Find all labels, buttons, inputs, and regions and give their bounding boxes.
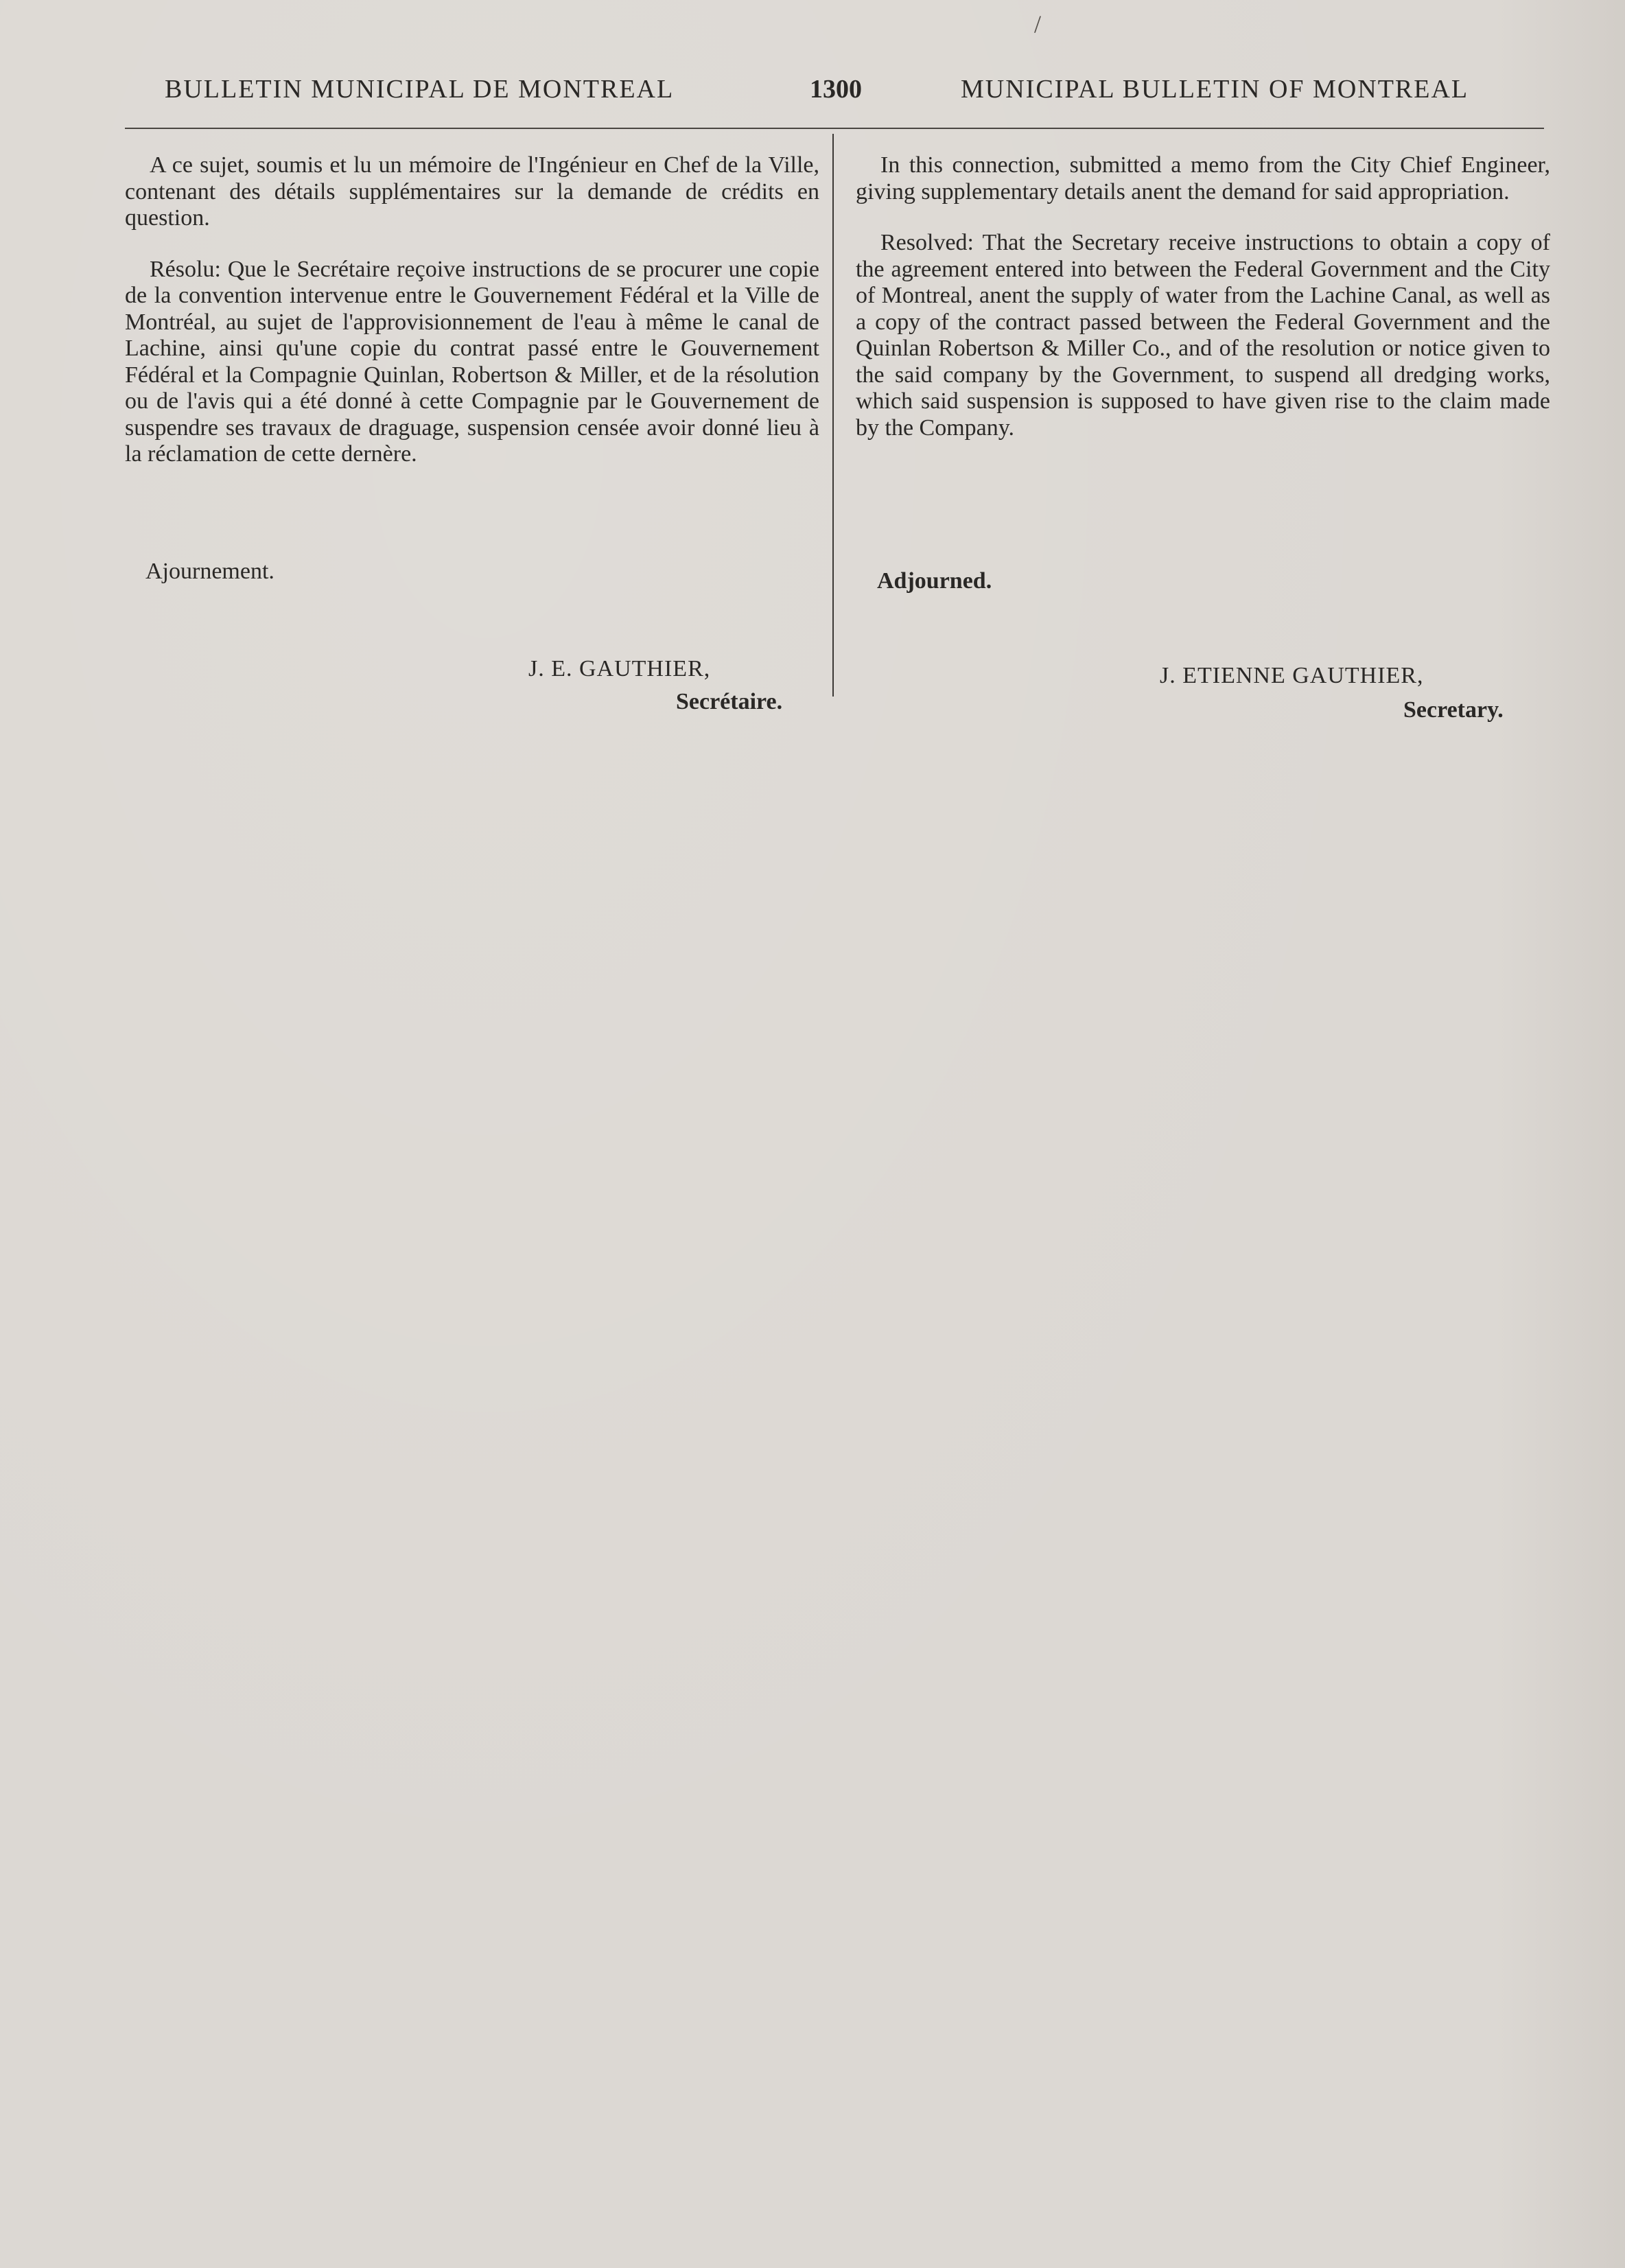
french-column (125, 152, 819, 493)
french-paragraph: Résolu: Que le Secrétaire reçoive instructions de se procurer une copie de la convention intervenue entre le Gouvernement Fédéral et la Ville de Montréal, au sujet de l'approvisionnement de l'eau à même le canal de Lachine, ainsi qu'une copie du contrat passé entre le Gouvernement Fédéral et la Compagnie Quinlan, Robertson & Miller, et de la résolution ou de l'avis qui a été donné à cette Compagnie par le Gouvernement de suspendre ses travaux de draguage, suspension censée avoir donné lieu à la réclamation de cette dernère. (125, 256, 819, 467)
header-rule (125, 128, 1544, 129)
english-adjournment: Adjourned. (877, 568, 992, 594)
header-english-title: MUNICIPAL BULLETIN OF MONTREAL (961, 75, 1469, 104)
english-column (856, 152, 1550, 466)
french-signature-title: Secrétaire. (676, 689, 783, 714)
pencil-mark: / (1034, 10, 1042, 38)
page-number: 1300 (810, 75, 862, 104)
header-french-title: BULLETIN MUNICIPAL DE MONTREAL (165, 75, 675, 104)
english-signature-name: J. ETIENNE GAUTHIER, (1160, 663, 1424, 688)
running-header (0, 74, 1625, 115)
english-paragraph: Resolved: That the Secretary receive instructions to obtain a copy of the agreement entered into between the Federal Government and the City of Montreal, anent the supply of water from the Lachine Canal, as well as a copy of the contract passed between the Federal Government and the Quinlan Robertson & Miller Co., and of the resolution or notice given to the said company by the Government, to suspend all dredging works, which said suspension is supposed to have given rise to the claim made by the Company. (856, 230, 1550, 441)
english-signature-title: Secretary. (1403, 697, 1504, 723)
french-adjournment: Ajournement. (145, 559, 274, 584)
column-divider (832, 134, 834, 697)
english-paragraph: In this connection, submitted a memo from the City Chief Engineer, giving supplementary details anent the demand for said appropriation. (856, 152, 1550, 204)
french-signature-name: J. E. GAUTHIER, (528, 656, 711, 681)
french-paragraph: A ce sujet, soumis et lu un mémoire de l'Ingénieur en Chef de la Ville, contenant des détails supplémentaires sur la demande de crédits en question. (125, 152, 819, 231)
